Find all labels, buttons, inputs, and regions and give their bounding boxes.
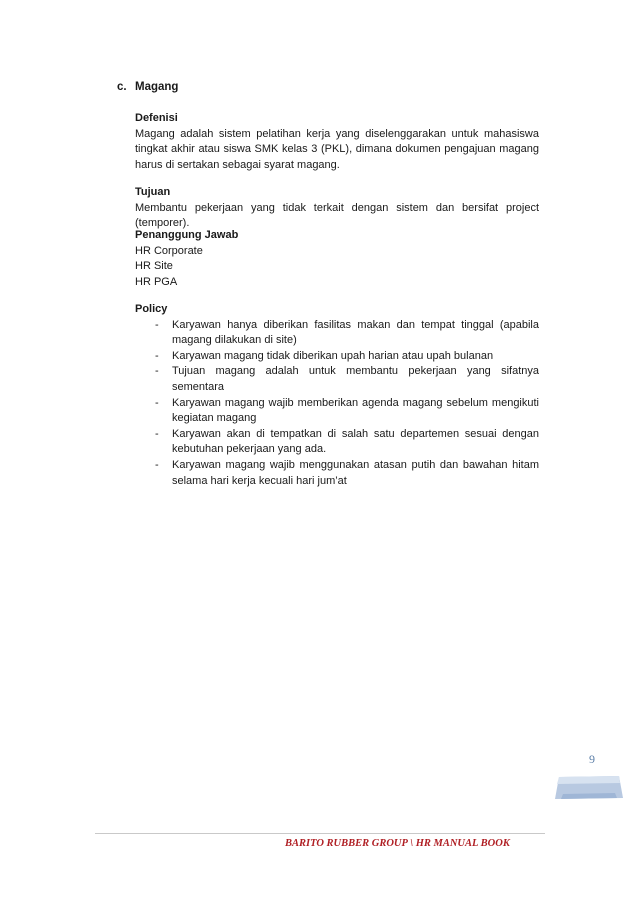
responsible-item: HR PGA bbox=[135, 275, 178, 288]
section-title: Magang bbox=[135, 81, 179, 93]
section-letter: c. bbox=[117, 81, 127, 93]
responsible-block bbox=[135, 228, 539, 290]
policy-item: - Karyawan hanya diberikan fasilitas makan dan tempat tinggal (apabila magang dilakukan di site) bbox=[155, 318, 539, 347]
definition-block bbox=[135, 111, 539, 173]
definition-body: Magang adalah sistem pelatihan kerja yang diselenggarakan untuk mahasiswa tingkat akhir atau siswa SMK kelas 3 (PKL), dimana dokumen pengajuan magang harus di sertakan sebagai syarat magang. bbox=[135, 127, 539, 171]
definition-title: Defenisi bbox=[135, 112, 178, 124]
policy-item: - Karyawan magang tidak diberikan upah harian atau upah bulanan bbox=[155, 349, 494, 362]
responsible-title: Penanggung Jawab bbox=[135, 229, 239, 241]
page-tab-decoration bbox=[553, 774, 625, 800]
policy-block bbox=[135, 302, 539, 489]
policy-item: - Karyawan magang wajib memberikan agenda magang sebelum mengikuti kegiatan magang bbox=[155, 396, 539, 425]
responsible-list bbox=[135, 244, 539, 291]
policy-item: - Karyawan magang wajib menggunakan atasan putih dan bawahan hitam selama hari kerja kecuali hari jum’at bbox=[155, 458, 539, 487]
purpose-body: Membantu pekerjaan yang tidak terkait dengan sistem dan bersifat project (temporer). bbox=[135, 201, 539, 230]
policy-item: - Karyawan akan di tempatkan di salah satu departemen sesuai dengan kebutuhan pekerjaan yang ada. bbox=[155, 427, 539, 456]
responsible-item: HR Corporate bbox=[135, 244, 203, 257]
policy-title: Policy bbox=[135, 303, 168, 315]
purpose-block bbox=[135, 185, 539, 232]
policy-item: - Tujuan magang adalah untuk membantu pekerjaan yang sifatnya sementara bbox=[155, 365, 539, 393]
section-heading bbox=[117, 81, 178, 93]
policy-list bbox=[135, 318, 539, 490]
purpose-title: Tujuan bbox=[135, 186, 171, 198]
responsible-item: HR Site bbox=[135, 260, 173, 273]
footer-text: BARITO RUBBER GROUP \ HR MANUAL BOOK bbox=[285, 838, 510, 849]
page-number: 9 bbox=[589, 752, 595, 766]
footer-divider bbox=[95, 833, 545, 834]
